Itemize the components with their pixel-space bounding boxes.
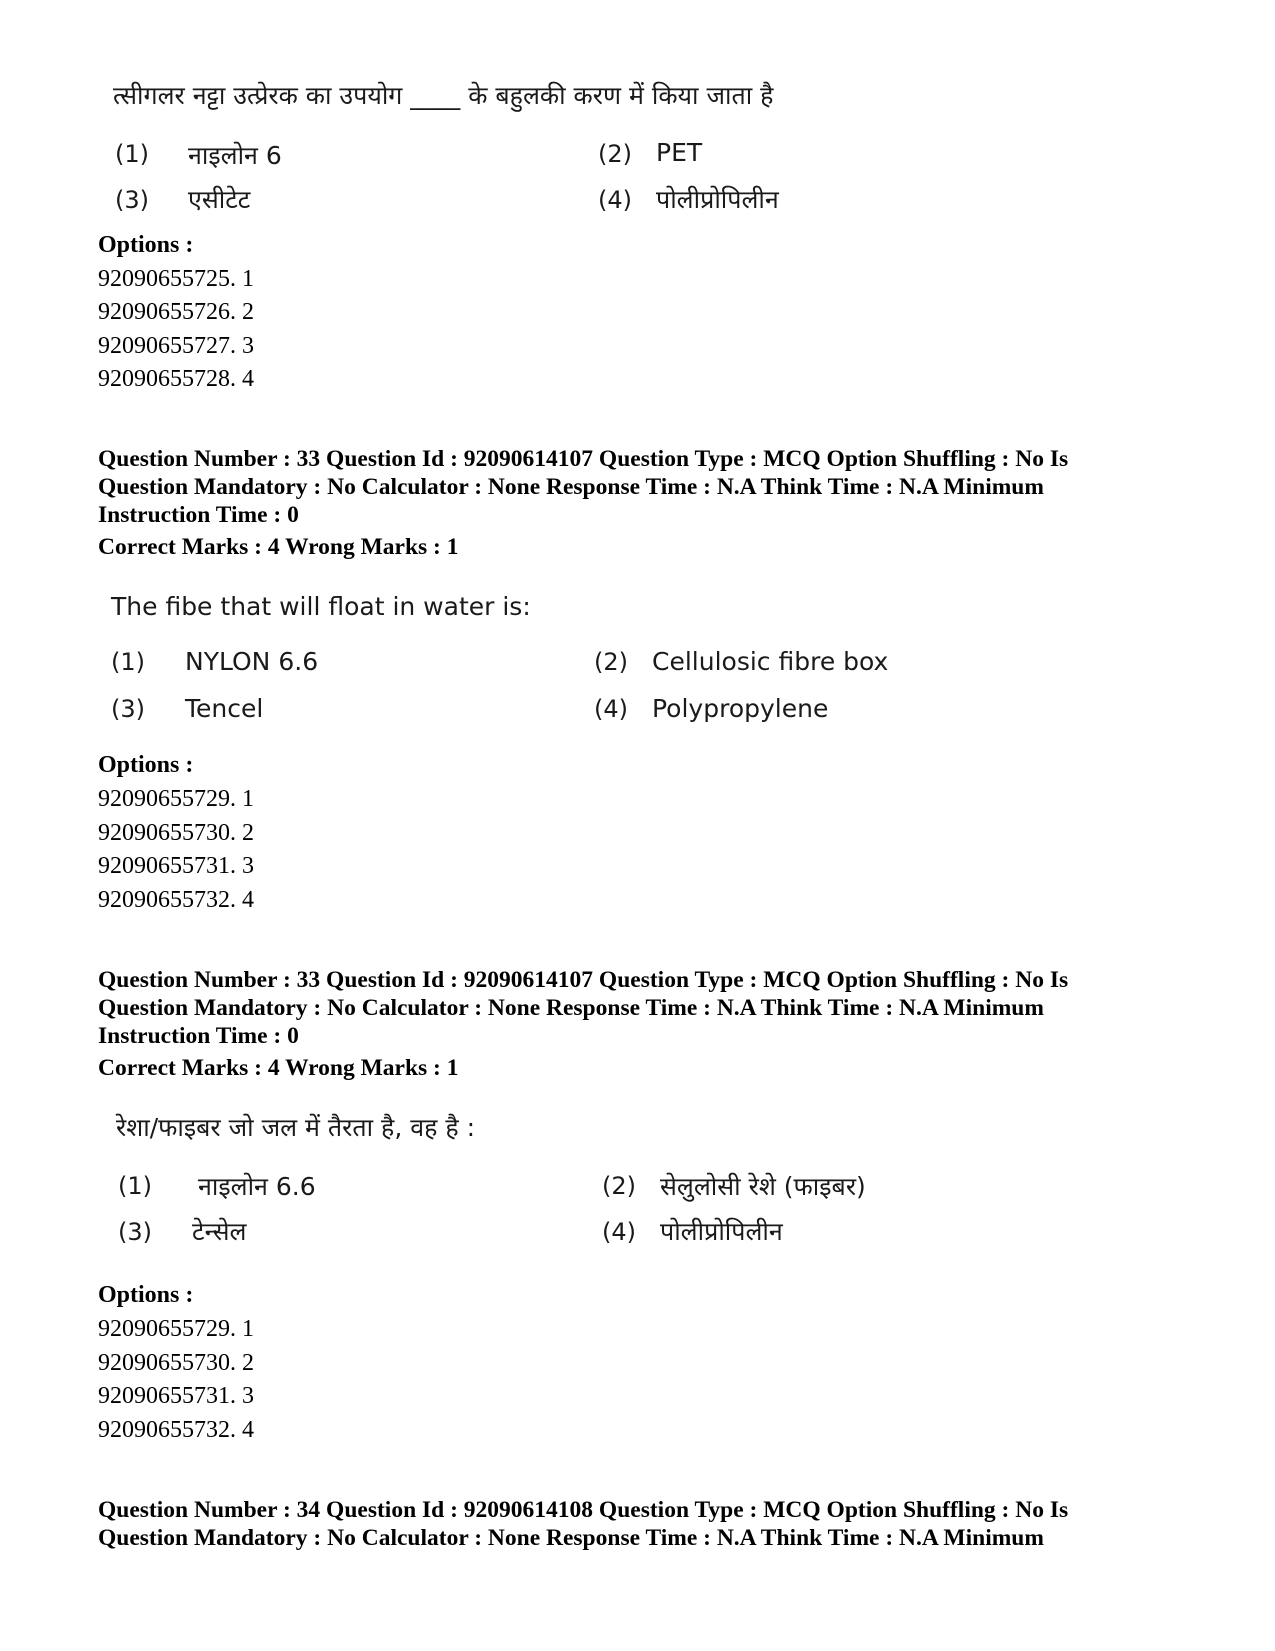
choice-number: (1) bbox=[111, 648, 145, 676]
choice-number: (2) bbox=[602, 1172, 636, 1200]
question-meta bbox=[98, 445, 1188, 529]
option-line: 92090655730. 2 bbox=[98, 820, 254, 846]
option-line: 92090655728. 4 bbox=[98, 366, 254, 392]
choice-number: (4) bbox=[598, 186, 632, 214]
marks-line: Correct Marks : 4 Wrong Marks : 1 bbox=[98, 1055, 459, 1081]
choice-text: एसीटेट bbox=[188, 185, 251, 214]
choice-number: (4) bbox=[594, 695, 628, 723]
meta-line: Question Mandatory : No Calculator : None Response Time : N.A Think Time : N.A Minimum bbox=[98, 1525, 1044, 1551]
marks-line: Correct Marks : 4 Wrong Marks : 1 bbox=[98, 534, 459, 560]
choice-text: PET bbox=[656, 138, 703, 167]
option-line: 92090655732. 4 bbox=[98, 887, 254, 913]
choice-text: नाइलोन 6 bbox=[188, 141, 282, 170]
choice-text: नाइलोन 6.6 bbox=[198, 1172, 316, 1201]
meta-line: Question Mandatory : No Calculator : None Response Time : N.A Think Time : N.A Minimum bbox=[98, 995, 1044, 1021]
options-label: Options : bbox=[98, 232, 194, 258]
option-line: 92090655729. 1 bbox=[98, 1316, 254, 1342]
option-line: 92090655729. 1 bbox=[98, 786, 254, 812]
option-line: 92090655725. 1 bbox=[98, 266, 254, 292]
choice-number: (3) bbox=[115, 186, 149, 214]
meta-line: Question Mandatory : No Calculator : None Response Time : N.A Think Time : N.A Minimum bbox=[98, 474, 1044, 500]
option-line: 92090655727. 3 bbox=[98, 333, 254, 359]
option-line: 92090655726. 2 bbox=[98, 299, 254, 325]
option-line: 92090655731. 3 bbox=[98, 853, 254, 879]
choice-text: Tencel bbox=[185, 694, 264, 723]
question-text: The fibe that will float in water is: bbox=[111, 592, 531, 621]
choice-text: सेलुलोसी रेशे (फाइबर) bbox=[660, 1172, 866, 1201]
options-label: Options : bbox=[98, 752, 194, 778]
choice-number: (1) bbox=[115, 140, 149, 168]
choice-number: (4) bbox=[602, 1218, 636, 1246]
option-line: 92090655731. 3 bbox=[98, 1383, 254, 1409]
option-line: 92090655730. 2 bbox=[98, 1350, 254, 1376]
choice-number: (1) bbox=[118, 1172, 152, 1200]
choice-number: (2) bbox=[598, 140, 632, 168]
choice-text: Cellulosic fibre box bbox=[652, 647, 889, 676]
question-text: त्सीगलर नट्टा उत्प्रेरक का उपयोग ____ के बहुलकी करण में किया जाता है bbox=[113, 81, 774, 110]
meta-line: Question Number : 33 Question Id : 92090614107 Question Type : MCQ Option Shuffling : No Is bbox=[98, 446, 1069, 472]
choice-text: पोलीप्रोपिलीन bbox=[656, 185, 779, 214]
choice-number: (3) bbox=[111, 695, 145, 723]
choice-number: (2) bbox=[594, 648, 628, 676]
option-line: 92090655732. 4 bbox=[98, 1417, 254, 1443]
choice-text: Polypropylene bbox=[652, 694, 829, 723]
options-label: Options : bbox=[98, 1282, 194, 1308]
meta-line: Instruction Time : 0 bbox=[98, 1023, 299, 1049]
meta-line: Instruction Time : 0 bbox=[98, 502, 299, 528]
question-meta bbox=[98, 1496, 1188, 1552]
choice-text: पोलीप्रोपिलीन bbox=[660, 1217, 783, 1246]
choice-number: (3) bbox=[118, 1218, 152, 1246]
choice-text: NYLON 6.6 bbox=[185, 647, 319, 676]
question-meta bbox=[98, 966, 1188, 1050]
meta-line: Question Number : 34 Question Id : 92090614108 Question Type : MCQ Option Shuffling : No Is bbox=[98, 1497, 1069, 1523]
meta-line: Question Number : 33 Question Id : 92090614107 Question Type : MCQ Option Shuffling : No Is bbox=[98, 967, 1069, 993]
choice-text: टेन्सेल bbox=[192, 1217, 247, 1246]
question-text: रेशा/फाइबर जो जल में तैरता है, वह है : bbox=[116, 1113, 475, 1142]
